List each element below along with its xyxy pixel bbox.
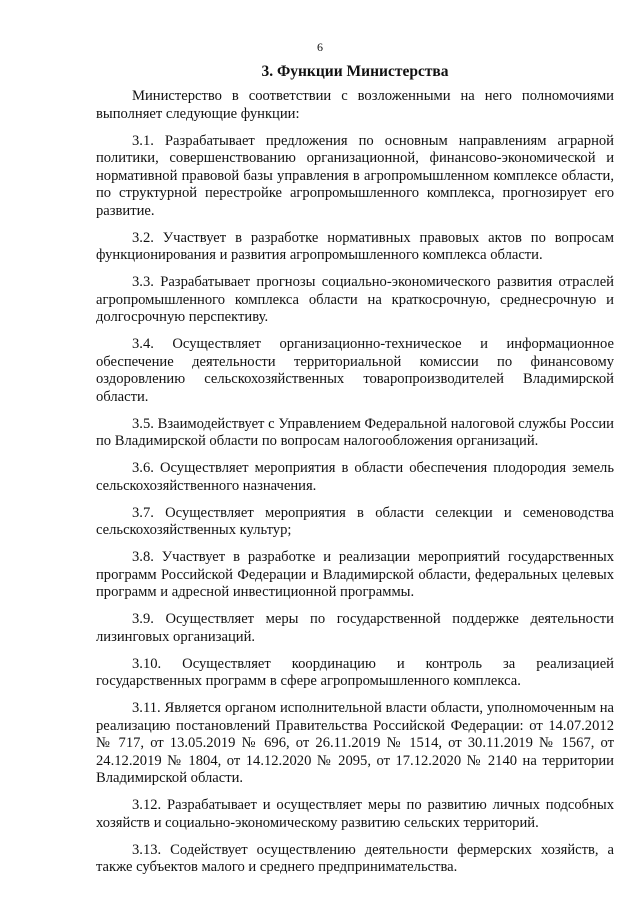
function-item-3-8: 3.8. Участвует в разработке и реализации мероприятий государственных программ Российской Федерации и Владимирской области, федеральных целевых программ и адресной инвестиционной программы. (96, 549, 614, 600)
section-body (96, 88, 614, 886)
page-number: 6 (317, 40, 323, 54)
function-item-3-11: 3.11. Является органом исполнительной власти области, уполномоченным на реализацию постановлений Правительства Российской Федерации: от 14.07.2012 № 717, от 13.05.2019 № 696, от 26.11.2019 № 1514, от 30.11.2019 № 1567, от 24.12.2019 № 1804, от 14.12.2020 № 2095, от 17.12.2020 № 2140 на территории Владимирской области. (96, 700, 614, 786)
function-item-3-6: 3.6. Осуществляет мероприятия в области обеспечения плодородия земель сельскохозяйственного назначения. (96, 460, 614, 494)
function-item-3-3: 3.3. Разрабатывает прогнозы социально-экономического развития отраслей агропромышленного комплекса области на краткосрочную, среднесрочную и долгосрочную перспективу. (96, 274, 614, 325)
function-item-3-4: 3.4. Осуществляет организационно-техническое и информационное обеспечение деятельности территориальной комиссии по финансовому оздоровлению сельскохозяйственных товаропроизводителей Владимирской области. (96, 336, 614, 405)
function-item-3-10: 3.10. Осуществляет координацию и контроль за реализацией государственных программ в сфере агропромышленного комплекса. (96, 655, 614, 689)
function-item-3-2: 3.2. Участвует в разработке нормативных правовых актов по вопросам функционирования и развития агропромышленного комплекса области. (96, 229, 614, 263)
function-item-3-1: 3.1. Разрабатывает предложения по основным направлениям аграрной политики, совершенствованию организационной, финансово-экономической и нормативной правовой базы управления в агропромышленном комплексе области, по структурной перестройке агропромышленного комплекса, прогнозирует его развитие. (96, 132, 614, 219)
function-item-3-12: 3.12. Разрабатывает и осуществляет меры по развитию личных подсобных хозяйств и социально-экономическому развитию сельских территорий. (96, 797, 614, 831)
section-title: 3. Функции Министерства (261, 63, 449, 80)
function-item-3-7: 3.7. Осуществляет мероприятия в области селекции и семеноводства сельскохозяйственных культур; (96, 504, 614, 538)
function-item-3-9: 3.9. Осуществляет меры по государственной поддержке деятельности лизинговых организаций. (96, 611, 614, 645)
function-item-3-5: 3.5. Взаимодействует с Управлением Федеральной налоговой службы России по Владимирской области по вопросам налогообложения организаций. (96, 415, 614, 449)
function-item-3-13: 3.13. Содействует осуществлению деятельности фермерских хозяйств, а также субъектов малого и среднего предпринимательства. (96, 841, 614, 875)
intro-paragraph: Министерство в соответствии с возложенными на него полномочиями выполняет следующие функции: (96, 88, 614, 122)
